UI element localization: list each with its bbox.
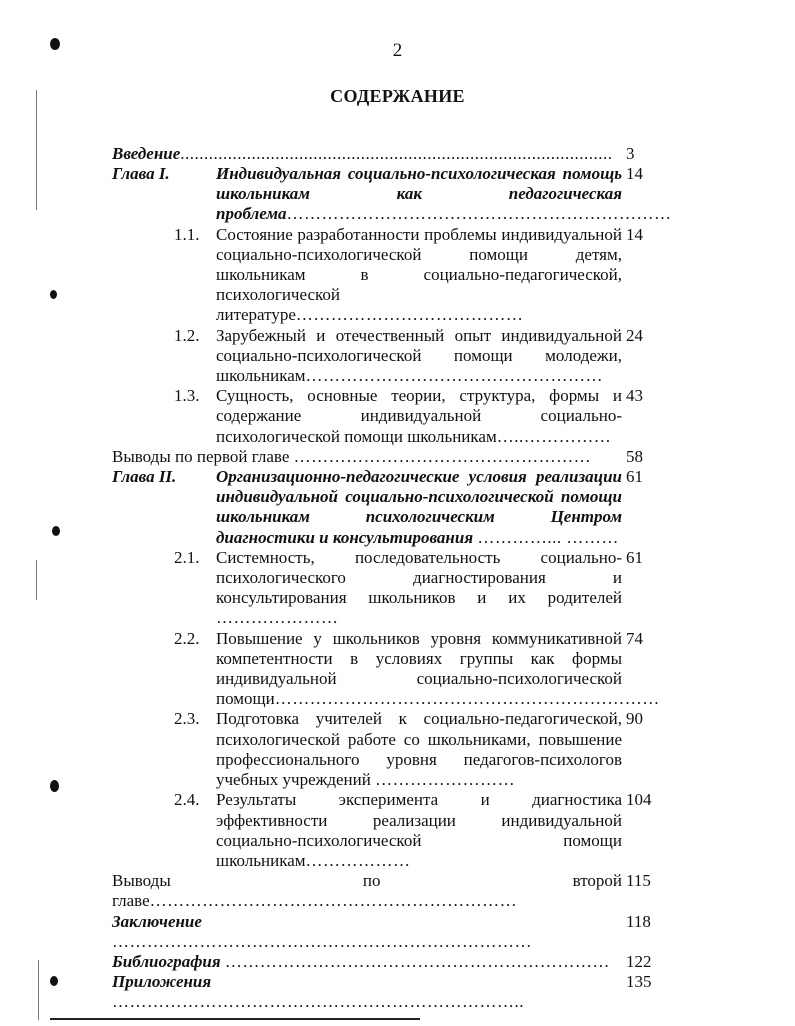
page-ref: 43 xyxy=(626,386,643,406)
section-number: 1.2. xyxy=(174,325,200,345)
toc-entry-chapter-1: Глава I. Индивидуальная социально-психологическая помощь школьникам как педагогическая проблема………………………………………………………… 14 xyxy=(112,164,672,224)
scan-mark-dot xyxy=(50,780,59,792)
scan-bottom-line xyxy=(50,1018,420,1020)
toc-entry-section-1-1: 1.1. Состояние разработанности проблемы индивидуальной социально-психологической помощи детям, школьникам в социально-педагогической, психологической литературе………………………………… 14 xyxy=(112,225,672,326)
chapter-label: Глава I. xyxy=(112,164,170,183)
toc-entry-conclusions-2: Выводы по второй главе……………………………………………………… 115 xyxy=(112,871,672,911)
toc-entry-section-2-1: 2.1. Системность, последовательность социально-психологического диагностирования и консультирования школьников и их родителей ………………… 61 xyxy=(112,548,672,629)
toc-entry-section-2-4: 2.4. Результаты эксперимента и диагностика эффективности реализации индивидуальной социально-психологической помощи школьникам……………… 104 xyxy=(112,790,672,871)
scan-mark-dot xyxy=(52,526,60,536)
page-title: СОДЕРЖАНИЕ xyxy=(330,86,465,106)
page-ref: 61 xyxy=(626,547,643,567)
toc-entry-chapter-2: Глава II. Организационно-педагогические условия реализации индивидуальной социально-психологической помощи школьникам психологическим Центром диагностики и консультирования …………... ……… 61 xyxy=(112,467,672,548)
page-ref: 90 xyxy=(626,709,643,729)
scan-edge-line xyxy=(36,560,37,600)
toc-entry-bibliography: Библиография ………………………………………………………… 122 xyxy=(112,952,672,972)
section-number: 2.4. xyxy=(174,790,200,810)
scan-mark-dot xyxy=(50,290,57,299)
page-ref: 14 xyxy=(626,164,643,183)
toc-entry-introduction: Введение........................................................................................... 3 xyxy=(112,144,672,164)
page-ref: 115 xyxy=(626,871,651,891)
toc-entry-appendices: Приложения …………………………………………………………….. 135 xyxy=(112,972,672,1012)
page-ref: 135 xyxy=(626,972,652,992)
page-ref: 104 xyxy=(626,790,652,810)
toc-entry-section-1-2: 1.2. Зарубежный и отечественный опыт индивидуальной социально-психологической помощи молодежи, школьникам…………………………………………… 24 xyxy=(112,326,672,387)
scan-edge-line xyxy=(36,90,37,210)
section-number: 1.1. xyxy=(174,224,200,244)
page-ref: 3 xyxy=(626,144,635,163)
toc-entry-conclusion: Заключение ……………………………………………………………… 118 xyxy=(112,912,672,952)
page-ref: 24 xyxy=(626,325,643,345)
scan-mark-dot xyxy=(50,976,58,986)
toc-entry-conclusions-1: Выводы по первой главе …………………………………………… 58 xyxy=(112,447,672,467)
page-ref: 58 xyxy=(626,446,643,466)
section-number: 2.3. xyxy=(174,709,200,729)
page-number: 2 xyxy=(392,40,403,61)
chapter-label: Глава II. xyxy=(112,467,177,487)
page-ref: 14 xyxy=(626,224,643,244)
section-number: 1.3. xyxy=(174,386,200,406)
page-ref: 122 xyxy=(626,951,652,971)
scan-edge-line xyxy=(38,960,39,1020)
toc-entry-section-1-3: 1.3. Сущность, основные теории, структура, формы и содержание индивидуальной социально-психологической помощи школьникам…..…………… 43 xyxy=(112,386,672,447)
page-ref: 74 xyxy=(626,628,643,648)
page-ref: 118 xyxy=(626,911,651,931)
table-of-contents xyxy=(112,144,672,1013)
page-ref: 61 xyxy=(626,467,643,487)
toc-entry-section-2-2: 2.2. Повышение у школьников уровня коммуникативной компетентности в условиях группы как формы индивидуальной социально-психологической помощи………………………………………………………… 74 xyxy=(112,629,672,710)
section-number: 2.2. xyxy=(174,628,200,648)
section-number: 2.1. xyxy=(174,547,200,567)
toc-entry-section-2-3: 2.3. Подготовка учителей к социально-педагогической, психологической работе со школьниками, повышение профессионального уровня педагогов-психологов учебных учреждений …………………… 90 xyxy=(112,709,672,790)
